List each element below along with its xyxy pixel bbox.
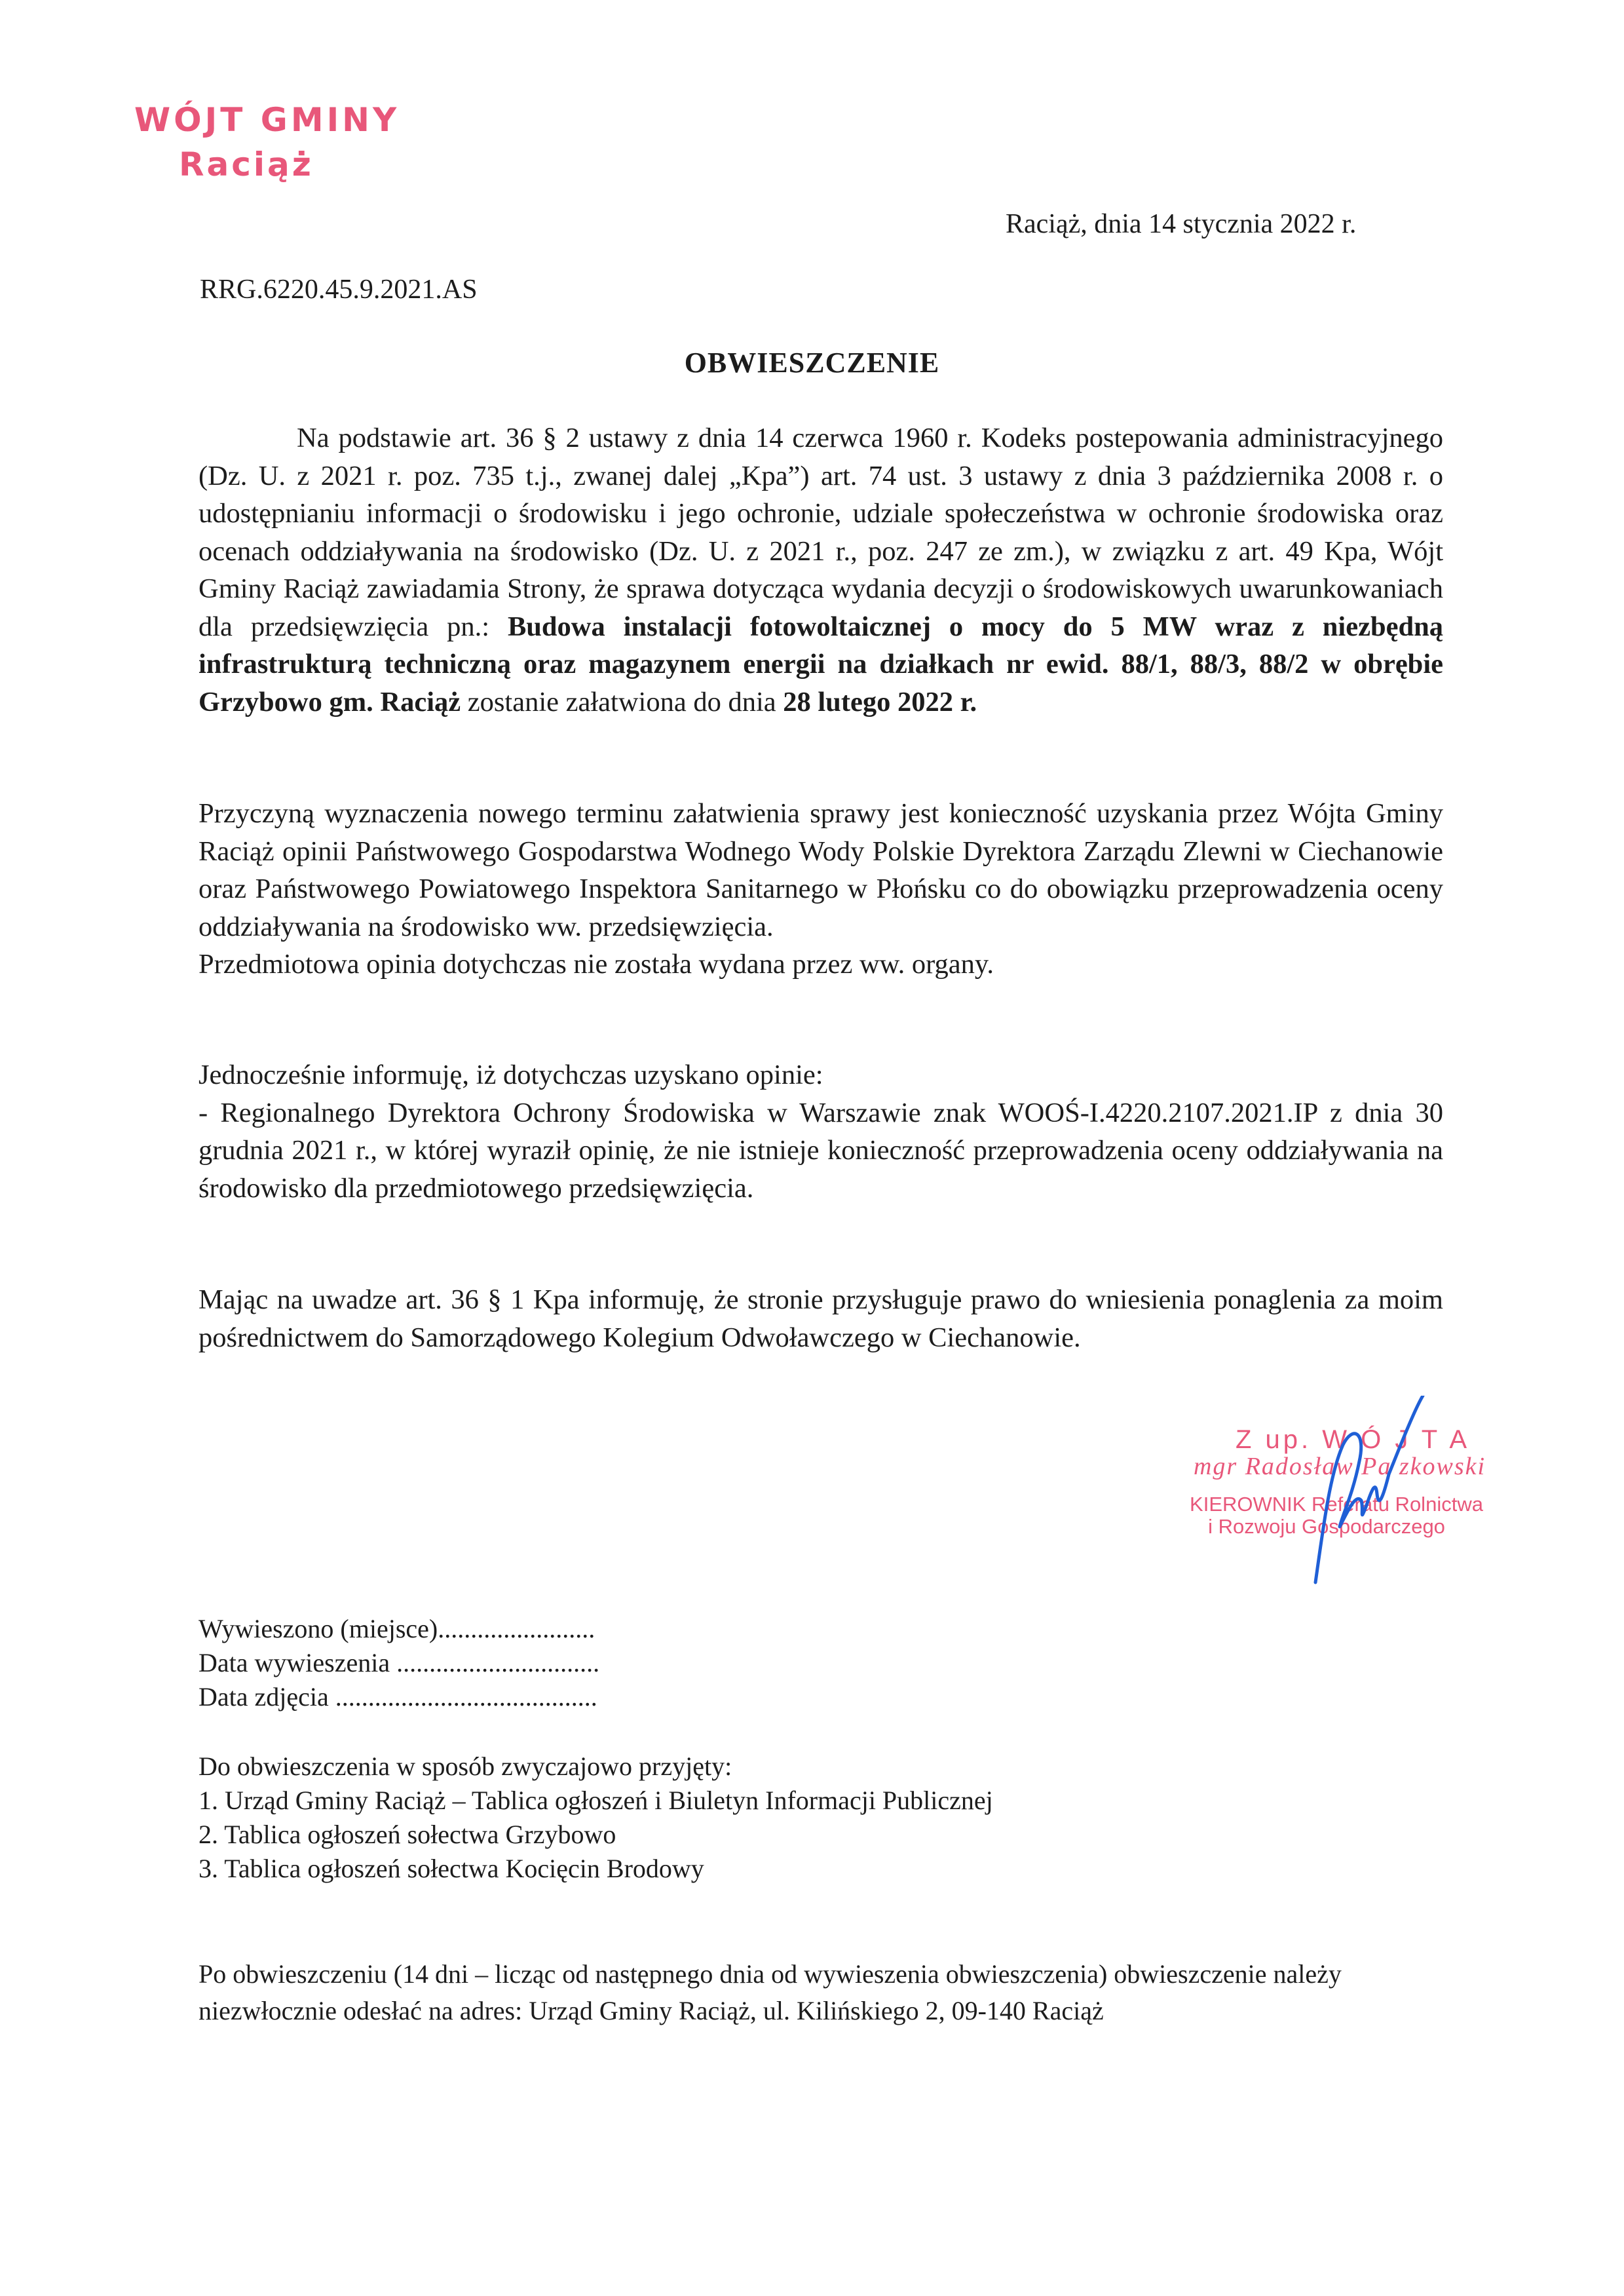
paragraph-reason [198, 795, 1443, 984]
distribution-item: 2. Tablica ogłoszeń sołectwa Grzybowo [198, 1820, 616, 1849]
stamp-municipality: Raciąż [179, 145, 314, 183]
resolution-text: zostanie załatwiona do dnia [461, 686, 784, 718]
opinion-item: - Regionalnego Dyrektora Ochrony Środowiska w Warszawie znak WOOŚ-I.4220.2107.2021.IP z dnia 30 grudnia 2021 r., w której wyraził opinię, że nie istnieje konieczność przeprowadzenia oceny oddziaływania na środowisko dla przedmiotowego przedsięwzięcia. [198, 1097, 1443, 1204]
posting-fields [198, 1612, 599, 1714]
project-name: Budowa instalacji fotowoltaicznej o mocy do 5 MW wraz z niezbędną infrastrukturą techniczną oraz magazynem energii na działkach nr ewid. 88/1, 88/3, 88/2 w obrębie Grzybowo gm. Raciąż [198, 611, 1443, 718]
place-date: Raciąż, dnia 14 stycznia 2022 r. [1006, 209, 1357, 239]
paragraph-legal-basis [198, 419, 1443, 721]
opinion-status: Przedmiotowa opinia dotychczas nie została wydana przez ww. organy. [198, 949, 994, 980]
distribution-heading: Do obwieszczenia w sposób zwyczajowo przyjęty: [198, 1751, 732, 1781]
handwritten-signature [1304, 1396, 1435, 1592]
opinions-intro: Jednocześnie informuję, iż dotychczas uzyskano opinie: [198, 1060, 823, 1090]
removal-date-field: Data zdjęcia ........................................ [198, 1682, 597, 1712]
distribution-list [198, 1750, 993, 1886]
document-title: OBWIESZCZENIE [684, 347, 940, 379]
paragraph-appeal-right: Mając na uwadze art. 36 § 1 Kpa informuję, że stronie przysługuje prawo do wniesienia ponaglenia za moim pośrednictwem do Samorządowego Kolegium Odwoławczego w Ciechanowie. [198, 1284, 1443, 1353]
posted-date-field: Data wywieszenia ............................... [198, 1648, 600, 1677]
signature-stamp-position: KIEROWNIK Referatu Rolnictwa [1190, 1493, 1483, 1516]
return-instructions: Po obwieszczeniu (14 dni – licząc od następnego dnia od wywieszenia obwieszczenia) obwieszczenie należy niezwłocznie odesłać na adres: Urząd Gminy Raciąż, ul. Kilińskiego 2, 09-140 Raciąż [198, 1959, 1342, 2025]
reason-text: Przyczyną wyznaczenia nowego terminu załatwienia sprawy jest konieczność uzyskania przez Wójta Gminy Raciąż opinii Państwowego Gospodarstwa Wodnego Wody Polskie Dyrektora Zarządu Zlewni w Ciechanowie oraz Państwowego Powiatowego Inspektora Sanitarnego w Płońsku co do obowiązku przeprowadzenia oceny oddziaływania na środowisko ww. przedsięwzięcia. [198, 798, 1443, 942]
legal-basis-text: Na podstawie art. 36 § 2 ustawy z dnia 14 czerwca 1960 r. Kodeks postepowania administracyjnego (Dz. U. z 2021 r. poz. 735 t.j., zwanej dalej „Kpa”) art. 74 ust. 3 ustawy z dnia 3 października 2008 r. o udostępnianiu informacji o środowisku i jego ochronie, udziale społeczeństwa w ochronie środowiska oraz ocenach oddziaływania na środowisko (Dz. U. z 2021 r., poz. 247 ze zm.), w związku z art. 49 Kpa, Wójt Gminy Raciąż zawiadamia Strony, że sprawa dotycząca wydania decyzji o środowiskowych uwarunkowaniach dla przedsięwzięcia pn.: [198, 423, 1443, 642]
distribution-item: 1. Urząd Gminy Raciąż – Tablica ogłoszeń i Biuletyn Informacji Publicznej [198, 1786, 993, 1815]
signature-stamp-department: i Rozwoju Gospodarczego [1208, 1515, 1445, 1538]
posted-place-field: Wywieszono (miejsce)........................ [198, 1614, 595, 1643]
distribution-item: 3. Tablica ogłoszeń sołectwa Kocięcin Brodowy [198, 1854, 704, 1883]
stamp-title: WÓJT GMINY [134, 101, 400, 139]
deadline-date: 28 lutego 2022 r. [783, 686, 977, 718]
paragraph-obtained-opinions [198, 1056, 1443, 1207]
signature-stamp-name: mgr Radosław Pa zkowski [1193, 1453, 1486, 1480]
signature-stamp-line1: Z up. W Ó J T A [1235, 1425, 1471, 1454]
case-reference: RRG.6220.45.9.2021.AS [200, 275, 478, 305]
office-stamp [134, 101, 400, 183]
